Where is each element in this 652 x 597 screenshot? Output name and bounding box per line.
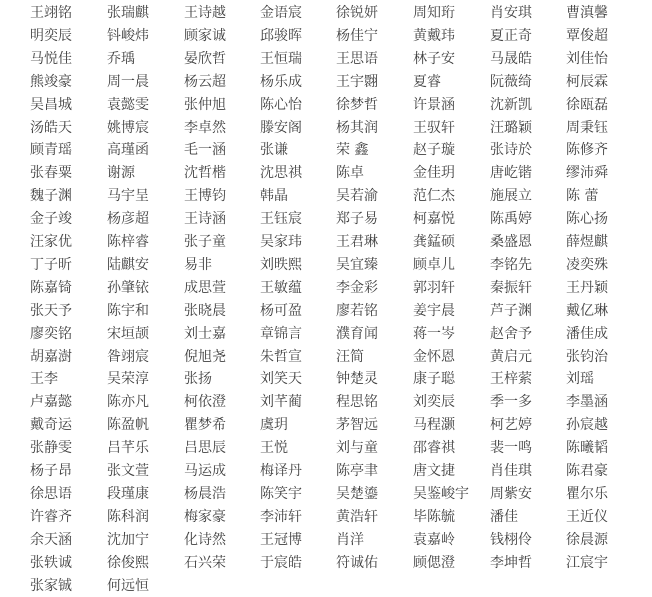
roster-name: 杨云超 xyxy=(184,74,226,90)
roster-name: 肖佳琪 xyxy=(490,463,532,479)
roster-name: 廖奕铭 xyxy=(30,326,72,342)
roster-name: 王丹颖 xyxy=(566,280,608,296)
roster-name: 吕芊乐 xyxy=(107,440,149,456)
roster-name: 缪沛舜 xyxy=(566,165,608,181)
roster-name: 张文萱 xyxy=(107,463,149,479)
roster-name: 柯辰霖 xyxy=(566,74,608,90)
roster-name: 徐俊熙 xyxy=(107,555,149,571)
roster-name: 陈禹婷 xyxy=(490,211,532,227)
roster-name: 王恒瑞 xyxy=(260,51,302,67)
roster-name: 钭峻炜 xyxy=(107,28,149,44)
roster-name: 戴奇运 xyxy=(30,417,72,433)
roster-name: 晏欣哲 xyxy=(184,51,226,67)
roster-name: 荣 鑫 xyxy=(336,142,369,158)
roster-name: 王近仪 xyxy=(566,509,608,525)
roster-name: 胡嘉澍 xyxy=(30,349,72,365)
roster-name: 沈思祺 xyxy=(260,165,302,181)
roster-name: 吴荣淳 xyxy=(107,371,149,387)
roster-name: 何远恒 xyxy=(107,578,149,594)
roster-name: 沈加宁 xyxy=(107,532,149,548)
roster-name: 郭羽轩 xyxy=(413,280,455,296)
roster-name: 陈君豪 xyxy=(566,463,608,479)
roster-name: 陈卓 xyxy=(336,165,364,181)
roster-name: 于宸皓 xyxy=(260,555,302,571)
roster-name: 毕陈毓 xyxy=(413,509,455,525)
roster-name: 段瑾康 xyxy=(107,486,149,502)
roster-name: 徐锐妍 xyxy=(336,5,378,21)
roster-name: 陈修齐 xyxy=(566,142,608,158)
roster-name: 周一晨 xyxy=(107,74,149,90)
roster-name: 陈亦凡 xyxy=(107,394,149,410)
roster-name: 顾偲澄 xyxy=(413,555,455,571)
roster-name: 王君琳 xyxy=(336,234,378,250)
roster-name: 黄戴玮 xyxy=(413,28,455,44)
roster-name: 芦子渊 xyxy=(490,303,532,319)
roster-name: 汤皓天 xyxy=(30,120,72,136)
roster-name: 赵子璇 xyxy=(413,142,455,158)
roster-name: 杨子昂 xyxy=(30,463,72,479)
roster-name: 刘瑶 xyxy=(566,371,594,387)
roster-name: 凌奕殊 xyxy=(566,257,608,273)
roster-name: 唐屹锴 xyxy=(490,165,532,181)
roster-name: 张扬 xyxy=(184,371,212,387)
roster-name: 陆麒安 xyxy=(107,257,149,273)
roster-name: 陈科润 xyxy=(107,509,149,525)
roster-name: 潘佳 xyxy=(490,509,518,525)
roster-name: 金语宸 xyxy=(260,5,302,21)
roster-name: 李墨涵 xyxy=(566,394,608,410)
roster-name: 曹滇馨 xyxy=(566,5,608,21)
roster-name: 杨其润 xyxy=(336,120,378,136)
roster-name: 丁子昕 xyxy=(30,257,72,273)
roster-name: 唐文捷 xyxy=(413,463,455,479)
roster-name: 秦振轩 xyxy=(490,280,532,296)
roster-name: 魏子渊 xyxy=(30,188,72,204)
roster-name: 梅译丹 xyxy=(260,463,302,479)
roster-name: 王诗涵 xyxy=(184,211,226,227)
roster-name: 王悦 xyxy=(260,440,288,456)
roster-name: 张天予 xyxy=(30,303,72,319)
roster-name: 许睿齐 xyxy=(30,509,72,525)
roster-name: 邵睿祺 xyxy=(413,440,455,456)
roster-name: 汪家优 xyxy=(30,234,72,250)
roster-name: 张瑞麒 xyxy=(107,5,149,21)
roster-name: 梅家豪 xyxy=(184,509,226,525)
roster-name: 虞玥 xyxy=(260,417,288,433)
roster-name: 沈哲楷 xyxy=(184,165,226,181)
roster-name: 张家铖 xyxy=(30,578,72,594)
roster-name: 王驭轩 xyxy=(413,120,455,136)
roster-name: 吕思辰 xyxy=(184,440,226,456)
roster-name: 阮薇绮 xyxy=(490,74,532,90)
roster-name: 宋垣颉 xyxy=(107,326,149,342)
roster-name: 李坤哲 xyxy=(490,555,532,571)
roster-name: 濮育闻 xyxy=(336,326,378,342)
roster-name: 范仁杰 xyxy=(413,188,455,204)
roster-name: 龚錳硕 xyxy=(413,234,455,250)
roster-name: 许景涵 xyxy=(413,97,455,113)
roster-name: 孙宸越 xyxy=(566,417,608,433)
roster-name: 肖洋 xyxy=(336,532,364,548)
roster-name: 张诗於 xyxy=(490,142,532,158)
roster-name: 杨彦超 xyxy=(107,211,149,227)
roster-name: 陈梓睿 xyxy=(107,234,149,250)
roster-name: 汪简 xyxy=(336,349,364,365)
roster-name: 吴家玮 xyxy=(260,234,302,250)
roster-name: 明奕辰 xyxy=(30,28,72,44)
roster-name: 杨可盈 xyxy=(260,303,302,319)
roster-name: 姚博宸 xyxy=(107,120,149,136)
roster-name: 夏正奇 xyxy=(490,28,532,44)
roster-name: 吴鉴峻宇 xyxy=(413,486,469,502)
roster-name: 王思语 xyxy=(336,51,378,67)
roster-name: 孙肇铱 xyxy=(107,280,149,296)
roster-name: 钟楚灵 xyxy=(336,371,378,387)
roster-name: 夏睿 xyxy=(413,74,441,90)
roster-name: 周知珩 xyxy=(413,5,455,21)
roster-name: 刘笑天 xyxy=(260,371,302,387)
roster-name: 周紫安 xyxy=(490,486,532,502)
roster-name: 滕安阁 xyxy=(260,120,302,136)
roster-name: 吴若渝 xyxy=(336,188,378,204)
roster-name: 毛一涵 xyxy=(184,142,226,158)
roster-name: 张钧治 xyxy=(566,349,608,365)
roster-name: 高瑾函 xyxy=(107,142,149,158)
roster-name: 顾家诚 xyxy=(184,28,226,44)
roster-name: 化诗然 xyxy=(184,532,226,548)
roster-name: 陈 蕾 xyxy=(566,188,599,204)
roster-name: 黄浩轩 xyxy=(336,509,378,525)
roster-name: 袁懿雯 xyxy=(107,97,149,113)
roster-name: 康子聪 xyxy=(413,371,455,387)
roster-name: 张春粟 xyxy=(30,165,72,181)
roster-name: 江宸宇 xyxy=(566,555,608,571)
roster-name: 倪旭尧 xyxy=(184,349,226,365)
roster-name: 陈嘉锜 xyxy=(30,280,72,296)
roster-name: 张仲旭 xyxy=(184,97,226,113)
roster-name: 姜宇晨 xyxy=(413,303,455,319)
roster-name: 乔瑀 xyxy=(107,51,135,67)
roster-name: 朱哲宣 xyxy=(260,349,302,365)
roster-name: 柯依澄 xyxy=(184,394,226,410)
roster-name: 廖若铭 xyxy=(336,303,378,319)
roster-name: 李金彩 xyxy=(336,280,378,296)
roster-name: 熊竣豪 xyxy=(30,74,72,90)
roster-name: 茅智远 xyxy=(336,417,378,433)
roster-name: 郑子易 xyxy=(336,211,378,227)
roster-name: 施展立 xyxy=(490,188,532,204)
roster-name: 刘芊蔺 xyxy=(260,394,302,410)
roster-name: 蒋一岑 xyxy=(413,326,455,342)
roster-name: 吴楚鎏 xyxy=(336,486,378,502)
roster-name: 马宇呈 xyxy=(107,188,149,204)
roster-name: 刘奕辰 xyxy=(413,394,455,410)
roster-name: 陈曦韬 xyxy=(566,440,608,456)
roster-name: 马悦佳 xyxy=(30,51,72,67)
roster-name: 陈亭聿 xyxy=(336,463,378,479)
roster-name: 刘昳熙 xyxy=(260,257,302,273)
roster-name: 易非 xyxy=(184,257,212,273)
roster-name: 柯艺婷 xyxy=(490,417,532,433)
roster-name: 王钰宸 xyxy=(260,211,302,227)
roster-name: 戴亿琳 xyxy=(566,303,608,319)
roster-name: 潘佳成 xyxy=(566,326,608,342)
roster-name: 徐梦哲 xyxy=(336,97,378,113)
roster-name: 金子竣 xyxy=(30,211,72,227)
roster-name: 程思铭 xyxy=(336,394,378,410)
roster-name: 薛煜麒 xyxy=(566,234,608,250)
roster-name: 徐瓯磊 xyxy=(566,97,608,113)
roster-name: 张静雯 xyxy=(30,440,72,456)
roster-name: 桑盛恩 xyxy=(490,234,532,250)
roster-name: 马程灏 xyxy=(413,417,455,433)
roster-name: 石兴荣 xyxy=(184,555,226,571)
roster-name: 李沛轩 xyxy=(260,509,302,525)
roster-name: 裴一鸣 xyxy=(490,440,532,456)
roster-name: 符诚佑 xyxy=(336,555,378,571)
roster-name: 瞿尔乐 xyxy=(566,486,608,502)
roster-name: 陈心怡 xyxy=(260,97,302,113)
roster-name: 陈笑宇 xyxy=(260,486,302,502)
roster-name: 汪璐颖 xyxy=(490,120,532,136)
roster-name: 韩晶 xyxy=(260,188,288,204)
roster-name: 赵舍予 xyxy=(490,326,532,342)
roster-name: 刘与童 xyxy=(336,440,378,456)
roster-name: 杨乐成 xyxy=(260,74,302,90)
roster-name: 成思萱 xyxy=(184,280,226,296)
roster-name: 肖安琪 xyxy=(490,5,532,21)
roster-name: 王梓萦 xyxy=(490,371,532,387)
roster-name: 金佳玥 xyxy=(413,165,455,181)
roster-name: 刘士嘉 xyxy=(184,326,226,342)
roster-name: 张晓晨 xyxy=(184,303,226,319)
roster-name: 王博钧 xyxy=(184,188,226,204)
roster-name: 覃俊超 xyxy=(566,28,608,44)
roster-name: 沈新凯 xyxy=(490,97,532,113)
roster-name: 李铭先 xyxy=(490,257,532,273)
roster-name: 马晟皓 xyxy=(490,51,532,67)
roster-name: 王冠博 xyxy=(260,532,302,548)
roster-name: 瞿梦希 xyxy=(184,417,226,433)
roster-name: 柯嘉悦 xyxy=(413,211,455,227)
roster-name: 王诗越 xyxy=(184,5,226,21)
roster-name: 陈盈帆 xyxy=(107,417,149,433)
roster-name: 张轶诚 xyxy=(30,555,72,571)
roster-name: 杨佳宁 xyxy=(336,28,378,44)
roster-name: 章锦言 xyxy=(260,326,302,342)
roster-name: 周秉钰 xyxy=(566,120,608,136)
roster-name: 余天涵 xyxy=(30,532,72,548)
roster-name: 顾青瑶 xyxy=(30,142,72,158)
roster-name: 徐晨源 xyxy=(566,532,608,548)
roster-name: 吴宜臻 xyxy=(336,257,378,273)
roster-name: 王敏蕴 xyxy=(260,280,302,296)
roster-name: 季一多 xyxy=(490,394,532,410)
roster-name: 钱栩伶 xyxy=(490,532,532,548)
roster-name: 张子童 xyxy=(184,234,226,250)
roster-name: 邱骏晖 xyxy=(260,28,302,44)
roster-name: 陈宇和 xyxy=(107,303,149,319)
roster-name: 林子安 xyxy=(413,51,455,67)
roster-name: 黄启元 xyxy=(490,349,532,365)
roster-name: 王翊铭 xyxy=(30,5,72,21)
roster-name: 顾卓儿 xyxy=(413,257,455,273)
roster-name: 昝翊宸 xyxy=(107,349,149,365)
roster-name: 谢源 xyxy=(107,165,135,181)
roster-name: 卢嘉懿 xyxy=(30,394,72,410)
roster-name: 吴昌城 xyxy=(30,97,72,113)
roster-name: 陈心扬 xyxy=(566,211,608,227)
roster-name: 王李 xyxy=(30,371,58,387)
roster-name: 王宇翾 xyxy=(336,74,378,90)
roster-name: 杨晨浩 xyxy=(184,486,226,502)
roster-name: 金怀恩 xyxy=(413,349,455,365)
roster-name: 张谦 xyxy=(260,142,288,158)
roster-name: 马运成 xyxy=(184,463,226,479)
roster-name: 李卓然 xyxy=(184,120,226,136)
roster-name: 袁嘉岭 xyxy=(413,532,455,548)
roster-name: 徐思语 xyxy=(30,486,72,502)
roster-name: 刘佳怡 xyxy=(566,51,608,67)
